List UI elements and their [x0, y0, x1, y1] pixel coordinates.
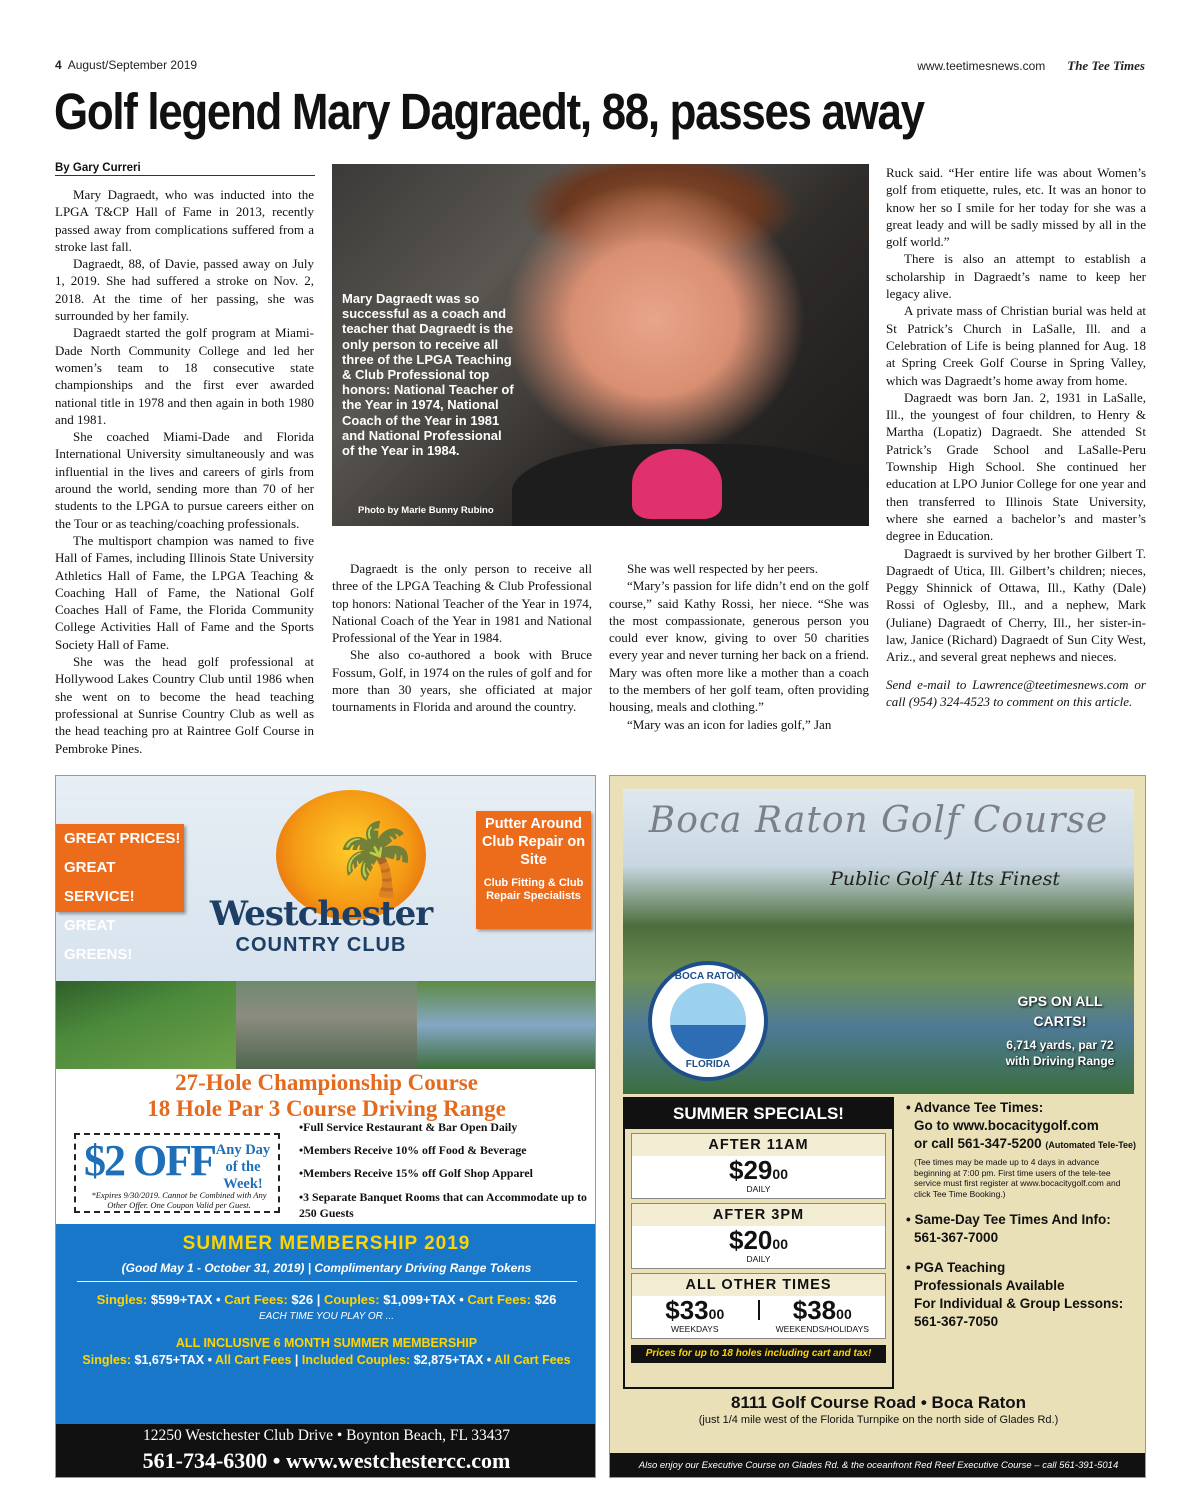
seal-inner [670, 983, 746, 1059]
article-column-4 [886, 164, 1146, 710]
same-day-info [906, 1211, 1138, 1247]
paragraph: Mary Dagraedt, who was inducted into the LPGA T&CP Hall of Fame in 2013, recently passed away from complications suffered from a stroke last fall. [55, 187, 314, 254]
photo-credit: Photo by Marie Bunny Rubino [358, 505, 494, 516]
paragraph: Ruck said. “Her entire life was about Women’s golf from etiquette, rules, etc. It was an honor to know her so I smile for her today for she was a great leady and will be sadly missed by all in the golf world.” [886, 165, 1146, 250]
cart-price: $26 [291, 1292, 314, 1307]
booking-info [906, 1099, 1138, 1343]
price-label: AFTER 3PM [632, 1204, 885, 1226]
paragraph: Dagraedt was born Jan. 2, 1931 in LaSalle, Ill., the youngest of four children, to Henry & Martha (Lopatiz) Dagraedt. She attended St Patrick’s Grade School and LaSalle-Peru Township High School. She continued her education at LPO Junior College for one year and then transferred to Illinois State University, where she earned a bachelor’s and master’s degree in Education. [886, 389, 1146, 544]
westchester-ad[interactable] [55, 775, 596, 1478]
couples-price: $1,099+TAX [383, 1292, 456, 1307]
club-brand-sub: COUNTRY CLUB [235, 934, 407, 956]
all-inclusive-title: ALL INCLUSIVE 6 MONTH SUMMER MEMBERSHIP [175, 1336, 478, 1350]
price-sub: DAILY [746, 1184, 771, 1194]
info-line: • Same-Day Tee Times And Info: [906, 1212, 1111, 1227]
paragraph: Dagraedt is survived by her brother Gilbert T. Dagraedt of Utica, Ill. Gilbert’s children; nieces, Peggy Shinnick of Ottawa, Ill., Kathy (Dale) Rossi of Oglesby, Ill., and a nephew, Mark (Juliane) Dagraedt of Cherry, Ill., her sister-in-law, Janice (Richard) Dagraedt of Sun City West, Ariz., and several great nephews and nieces. [886, 545, 1146, 665]
ad-footer: Also enjoy our Executive Course on Glades Rd. & the oceanfront Red Reef Executive Course – call 561-391-5014 [610, 1453, 1146, 1478]
paragraph: The multisport champion was named to five Hall of Fames, including Illinois State University Athletics Hall of Fame, the LPGA Teaching & Coaching Hall of Fame, the National Golf Coaches Hall of Fame, the Florida Community College Activities Hall of Fame and the Sports Society Hall of Fame. [55, 532, 314, 652]
price-box-after-3 [631, 1203, 886, 1269]
singles-label: Singles: [96, 1292, 148, 1307]
page-folio [55, 58, 197, 72]
summer-specials [623, 1097, 894, 1389]
singles-price: $599+TAX [150, 1292, 213, 1307]
city-seal-icon [648, 961, 768, 1081]
specials-title: SUMMER SPECIALS! [625, 1099, 892, 1129]
gps-text: GPS ON ALL CARTS! [1017, 993, 1103, 1029]
publication-name: The Tee Times [1067, 58, 1145, 73]
price-sub: WEEKENDS/HOLIDAYS [775, 1324, 869, 1334]
prices-note: Prices for up to 18 holes including cart and tax! [631, 1345, 886, 1363]
page-number: 4 [55, 58, 62, 72]
seal-bottom-text: FLORIDA [685, 1059, 731, 1070]
photo-caption: Mary Dagraedt was so successful as a coach and teacher that Dagraedt is the only person to receive all three of the LPGA Teaching & Club Professional top honors: National Teacher of the Year in 1974, National Coach of the Year in 1981 and National Professional of the Year in 1984. [342, 291, 514, 459]
coupon-amount: $2 OFF [84, 1136, 215, 1185]
weekday-price-cell [632, 1296, 758, 1338]
article-column-3 [609, 560, 869, 733]
list-item: • 3 Separate Banquet Rooms that can Accommodate up to 250 Guests [299, 1189, 589, 1221]
cart-label: Cart Fees: [467, 1292, 531, 1307]
article-column-1 [55, 186, 314, 757]
divider [77, 1281, 577, 1282]
great-line: GREAT GREENS! [64, 917, 133, 963]
club-phone-web[interactable]: 561-734-6300 • www.westchestercc.com [142, 1448, 511, 1473]
price-sub: WEEKDAYS [670, 1324, 719, 1334]
course-line-2: 18 Hole Par 3 Course Driving Range [147, 1096, 506, 1121]
list-item: • Members Receive 10% off Food & Beverage [299, 1139, 589, 1162]
article-headline: Golf legend Mary Dagraedt, 88, passes away [54, 83, 924, 140]
singles-label: Singles: [82, 1353, 132, 1367]
amenities-list [299, 1116, 589, 1221]
repair-title: Putter Around Club Repair on Site [481, 816, 586, 868]
issue-date: August/September 2019 [67, 58, 198, 72]
paragraph: “Mary was an icon for ladies golf,” Jan [627, 716, 832, 732]
paragraph: “Mary’s passion for life didn’t end on the golf course,” said Kathy Rossi, her niece. “She was the most compassionate, generous person you could ever know, giving to over 50 charities every year and never turning her back on a friend. Mary was often more like a mother than a coach to the members of her golf team, often providing housing, meals and clothing.” [609, 578, 869, 715]
repair-box [476, 811, 591, 929]
great-box [56, 824, 184, 963]
membership-panel [56, 1224, 596, 1424]
advance-note: (Tee times may be made up to 4 days in advance beginning at 7:00 pm. First time users of the tele-tee service must first register at www.bocacitygolf.com and click Tee Time Booking.) [914, 1157, 1121, 1199]
price-label: ALL OTHER TIMES [632, 1274, 885, 1296]
info-line: • PGA Teaching [906, 1260, 1006, 1275]
article-signoff: Send e-mail to Lawrence@teetimesnews.com or call (954) 324-4523 to comment on this article. [886, 676, 1146, 709]
course-address: 8111 Golf Course Road • Boca Raton [730, 1393, 1027, 1412]
incl-couples-price: $2,875+TAX [413, 1353, 484, 1367]
info-line: For Individual & Group Lessons: [914, 1296, 1124, 1311]
ad-logo-area [56, 776, 596, 981]
membership-prices: Singles: $599+TAX • Cart Fees: $26 | Couples: $1,099+TAX • Cart Fees: $26 [96, 1292, 557, 1307]
course-photo [417, 981, 596, 1069]
coupon[interactable] [74, 1133, 280, 1213]
course-tagline: Public Golf At Its Finest [830, 868, 1060, 890]
ad-footer [56, 1424, 596, 1478]
course-address-note: (just 1/4 mile west of the Florida Turnpike on the north side of Glades Rd.) [698, 1414, 1059, 1426]
pga-teaching-info [906, 1259, 1138, 1331]
each-time-note: EACH TIME YOU PLAY OR ... [258, 1311, 395, 1322]
price: $\$33^{00}$ [665, 1295, 725, 1325]
gps-callout [995, 991, 1125, 1069]
photo-collar-shape [632, 449, 722, 519]
weekend-price-cell [760, 1296, 886, 1338]
advance-tee-times [906, 1099, 1138, 1199]
info-line: • Advance Tee Times: [906, 1100, 1044, 1115]
incl-singles-price: $1,675+TAX [134, 1353, 205, 1367]
repair-sub: Club Fitting & Club Repair Specialists [483, 877, 584, 902]
course-title: Boca Raton Golf Course [648, 800, 1109, 841]
great-line: GREAT PRICES! [64, 830, 181, 847]
paragraph: She was the head golf professional at Hollywood Lakes Country Club until 1986 when she went on to become the head teaching professional at Sunrise Country Club as well as the head teaching pro at Raintree Golf Course in Pembroke Pines. [55, 654, 314, 756]
membership-sub: (Good May 1 - October 31, 2019) | Complimentary Driving Range Tokens [121, 1261, 532, 1275]
course-headline [56, 1070, 596, 1122]
article-byline: By Gary Curreri [55, 162, 315, 176]
price: $\$29^{00}$ [729, 1155, 788, 1185]
great-line: GREAT SERVICE! [64, 859, 135, 905]
all-cart-fees: All Cart Fees [214, 1353, 292, 1367]
cart-price: $26 [534, 1292, 557, 1307]
boca-raton-ad[interactable] [609, 775, 1146, 1478]
list-item: • Members Receive 15% off Golf Shop Apparel [299, 1162, 589, 1185]
course-photos [56, 981, 596, 1069]
seal-top-text: BOCA RATON [674, 971, 742, 982]
site-folio [917, 58, 1145, 74]
course-line-1: 27-Hole Championship Course [175, 1070, 478, 1095]
paragraph: A private mass of Christian burial was held at St Patrick’s Church in LaSalle, Ill. and a Celebration of Life is being planned for Aug. 18 at Spring Creek Golf Course in Spring Valley, which was Dagraedt’s home away from home. [886, 303, 1146, 388]
all-inclusive-prices: Singles: $1,675+TAX • All Cart Fees | Included Couples: $2,875+TAX • All Cart Fees [82, 1353, 571, 1367]
all-cart-fees: All Cart Fees [494, 1353, 571, 1367]
price-label: AFTER 11AM [632, 1134, 885, 1156]
paragraph: Dagraedt started the golf program at Miami-Dade North Community College and led her women’s team to 18 consecutive state championships and the first ever awarded national title in 1978 and then again in both 1980 and 1981. [55, 325, 314, 427]
membership-title: SUMMER MEMBERSHIP 2019 [182, 1233, 471, 1254]
coupon-day: Any Day of the Week! [215, 1142, 271, 1192]
info-line: Professionals Available [914, 1278, 1065, 1293]
price-sub: DAILY [746, 1254, 771, 1264]
article-column-2 [332, 560, 592, 716]
info-line: or call 561-347-5200 (Automated Tele-Tee) [914, 1136, 1137, 1151]
paragraph: She coached Miami-Dade and Florida International University simultaneously and was influential in the lives and careers of girls from around the world, sending more than 70 of her students to the LPGA to pursue careers either on the Tour or as teaching/coaching professionals. [55, 429, 314, 531]
paragraph: Dagraedt, 88, of Davie, passed away on July 1, 2019. She had suffered a stroke on Nov. 2, 2018. At the time of her passing, she was surrounded by her family. [55, 256, 314, 324]
list-item: • Full Service Restaurant & Bar Open Daily [299, 1116, 589, 1139]
palm-tree-icon: 🌴 [332, 822, 420, 899]
incl-couples-label: Included Couples: [301, 1353, 411, 1367]
info-line: 561-367-7050 [914, 1314, 999, 1329]
paragraph: She was well respected by her peers. [627, 561, 818, 576]
cart-label: Cart Fees: [224, 1292, 288, 1307]
club-address: 12250 Westchester Club Drive • Boynton Beach, FL 33437 [142, 1427, 511, 1444]
club-brand: Westchester [209, 894, 433, 934]
portrait-photo [332, 164, 869, 526]
price: $\$20^{00}$ [729, 1225, 788, 1255]
couples-label: Couples: [323, 1292, 380, 1307]
course-photo [56, 981, 236, 1069]
price: $\$38^{00}$ [792, 1295, 852, 1325]
paragraph: Dagraedt is the only person to receive all three of the LPGA Teaching & Club Professional top honors: National Teacher of the Year in 1974, National Coach of the Year in 1981 and National Professional of the Year in 1984. [332, 561, 592, 646]
course-photo [236, 981, 416, 1069]
paragraph: She also co-authored a book with Bruce Fossum, Golf, in 1974 on the rules of golf and for more than 30 years, she officiated at major tournaments in Florida and around the country. [332, 647, 592, 715]
price-box-after-11 [631, 1133, 886, 1199]
price-box-other [631, 1273, 886, 1339]
paragraph: There is also an attempt to establish a scholarship in Dagraedt’s name to keep her legacy alive. [886, 251, 1146, 302]
info-line: 561-367-7000 [914, 1230, 999, 1245]
yardage-text: 6,714 yards, par 72 with Driving Range [1005, 1038, 1115, 1068]
booking-website-link[interactable]: Go to www.bocacitygolf.com [914, 1118, 1099, 1133]
coupon-expiry: *Expires 9/30/2019. Cannot be Combined with Any Other Offer. One Coupon Valid per Guest. [91, 1190, 267, 1210]
website-link[interactable]: www.teetimesnews.com [917, 59, 1046, 73]
price-row [632, 1296, 885, 1338]
